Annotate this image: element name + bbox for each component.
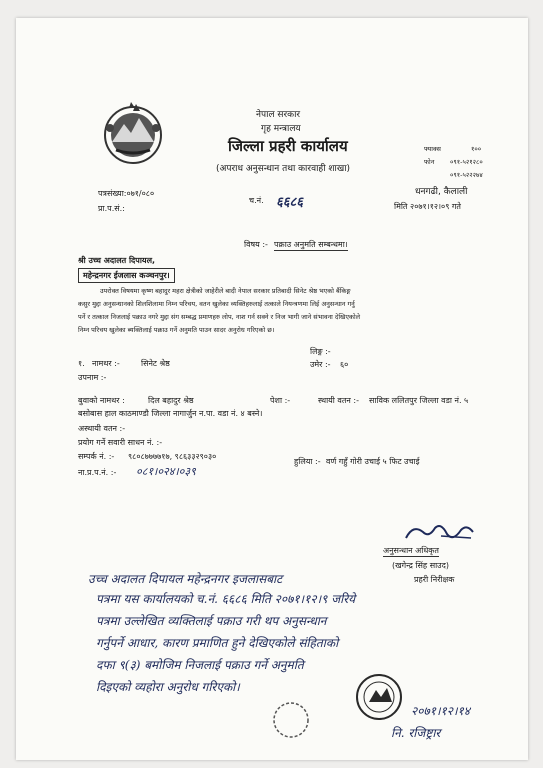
supervisor-title: प्रहरी निरीक्षक <box>414 575 455 584</box>
body-line-2: कसुर मुद्दा अनुसन्धानको शिलशिलामा निम्न परिचय, वतन खुलेका व्यक्तिहरुलाई तत्काले नियन्त्रणमा लिई अनुसन्धान गर्नु <box>78 300 355 308</box>
office-branch: (अपराध अनुसन्धान तथा कारवाही शाखा) <box>216 164 351 174</box>
letter-number: पत्रसंख्या:०७१/०८० <box>98 189 155 198</box>
contact-number-value: ९८०८७७७७१७, ९८६३३२९०३० <box>128 452 217 461</box>
name-label: नामथर :- <box>92 359 120 368</box>
citizenship-label: ना.प्र.प.नं. :- <box>78 468 117 477</box>
nepal-emblem-icon <box>98 98 168 168</box>
handwritten-line-5: दफा ९(३) बमोजिम निजलाई पक्राउ गर्ने अनुमति <box>96 658 304 672</box>
officer-name: (खगेन्द्र सिंह साउद) <box>392 561 449 570</box>
contact-fax-value: १०० <box>471 145 482 153</box>
handwritten-line-2: पत्रमा यस कार्यालयको च.नं. ६६८६ मिति २०७१।१२।९ जरिये <box>96 592 356 606</box>
handwritten-sign-date: २०७१।१२।१४ <box>411 704 471 718</box>
temporary-label: अस्थायी वतन :- <box>78 424 126 433</box>
contact-phone-label: फोन <box>424 158 435 166</box>
office-name: जिल्ला प्रहरी कार्यालय <box>228 137 348 155</box>
citizenship-value: ०८१।०२४।०३९ <box>136 465 196 478</box>
appearance-label: हुलिया :- <box>294 457 321 466</box>
subject-label: विषय :- <box>244 240 268 249</box>
serial-number: १. <box>78 359 85 368</box>
contact-phone-value: ०९१-५२१२८० <box>450 158 483 166</box>
office-location: धनगढी, कैलाली <box>415 187 468 197</box>
subject-text: पक्राउ अनुमति सम्बन्धमा। <box>274 240 348 249</box>
pra-pa-sa: प्रा.प.सं.: <box>98 204 125 213</box>
handwritten-line-3: पत्रमा उल्लेखित व्यक्तिलाई पक्राउ गरी थप अनुसन्धान <box>96 614 327 628</box>
cha-na-label: च.नं. <box>249 196 264 205</box>
letter-date: मिति २०७१।१२।०९ गते <box>394 202 461 211</box>
contact-phone2-value: ०९१-५२२२७४ <box>450 171 483 179</box>
handwritten-line-4: गर्नुपर्ने आधार, कारण प्रमाणित हुने देखिएकोले संहिताको <box>96 636 339 650</box>
permanent-label: स्थायी वतन :- <box>318 396 359 405</box>
handwritten-line-1: उच्च अदालत दिपायल महेन्द्रनगर इजलासबाट <box>88 572 283 586</box>
pesha-label: पेशा :- <box>270 396 291 405</box>
residence-line: बसोबास हाल काठमाण्डौ जिल्ला नागार्जुन न.पा. वडा नं. ४ बस्ने। <box>78 409 263 418</box>
handwritten-sign-name: नि. रजिष्ट्रार <box>391 726 441 740</box>
age-value: ६० <box>340 360 349 369</box>
addressee-line2: महेन्द्रनगर ईजलास कञ्चनपुर। <box>78 268 175 283</box>
linga-label: लिङ्ग :- <box>310 347 331 356</box>
name-value: सिनेट श्रेष्ठ <box>141 359 170 368</box>
officer-signature-icon <box>401 518 481 548</box>
cha-na-value: ६६८६ <box>276 195 304 210</box>
ministry-name: गृह मन्त्रालय <box>261 124 301 134</box>
handwritten-line-6: दिइएको व्यहोरा अनुरोध गरिएको। <box>96 680 240 694</box>
vehicle-label: प्रयोग गर्ने सवारी साधन नं. :- <box>78 438 163 447</box>
contact-fax-label: फ्याक्स <box>424 145 441 153</box>
body-line-3: पर्ने र तत्काल निजलाई पक्राउ नगरे मुद्दा संग सम्बद्ध प्रमाणहरु लोप, नाश गर्न सक्ने र निज भागी जाने संभावना देखिएकोले <box>78 313 361 321</box>
officer-role: अनुसन्धान अधिकृत <box>383 546 439 555</box>
addressee-line1: श्री उच्च अदालत दिपायल, <box>78 256 156 265</box>
govt-name: नेपाल सरकार <box>256 110 301 120</box>
office-seal-icon <box>354 672 404 722</box>
document-page <box>16 18 528 760</box>
age-label: उमेर :- <box>310 360 331 369</box>
body-line-1: उपरोक्त विषयमा कृष्ण बहादुर महरा क्षेत्रीको जाहेरीले बादी नेपाल सरकार प्रतिबादी सिनेट श्रेष्ठ भएको बैंकिङ्ग <box>100 287 351 295</box>
appearance-value: वर्ण गहुँ गोरी उचाई ५ फिट उचाई <box>326 457 420 466</box>
court-stamp-icon <box>271 700 311 740</box>
contact-number-label: सम्पर्क नं. :- <box>78 452 115 461</box>
upanam-label: उपनाम :- <box>78 373 107 382</box>
body-line-4: निम्न परिचय खुलेका ब्यक्तिलाई पक्राउ गर्ने अनुमति पाउन सादर अनुरोध गरिएको छ। <box>78 326 275 334</box>
father-label: बुवाको नामथर : <box>78 396 125 405</box>
father-value: दिल बहादुर श्रेष्ठ <box>148 396 194 405</box>
permanent-value: साविक ललितपुर जिल्ला वडा नं. ५ <box>369 396 469 405</box>
